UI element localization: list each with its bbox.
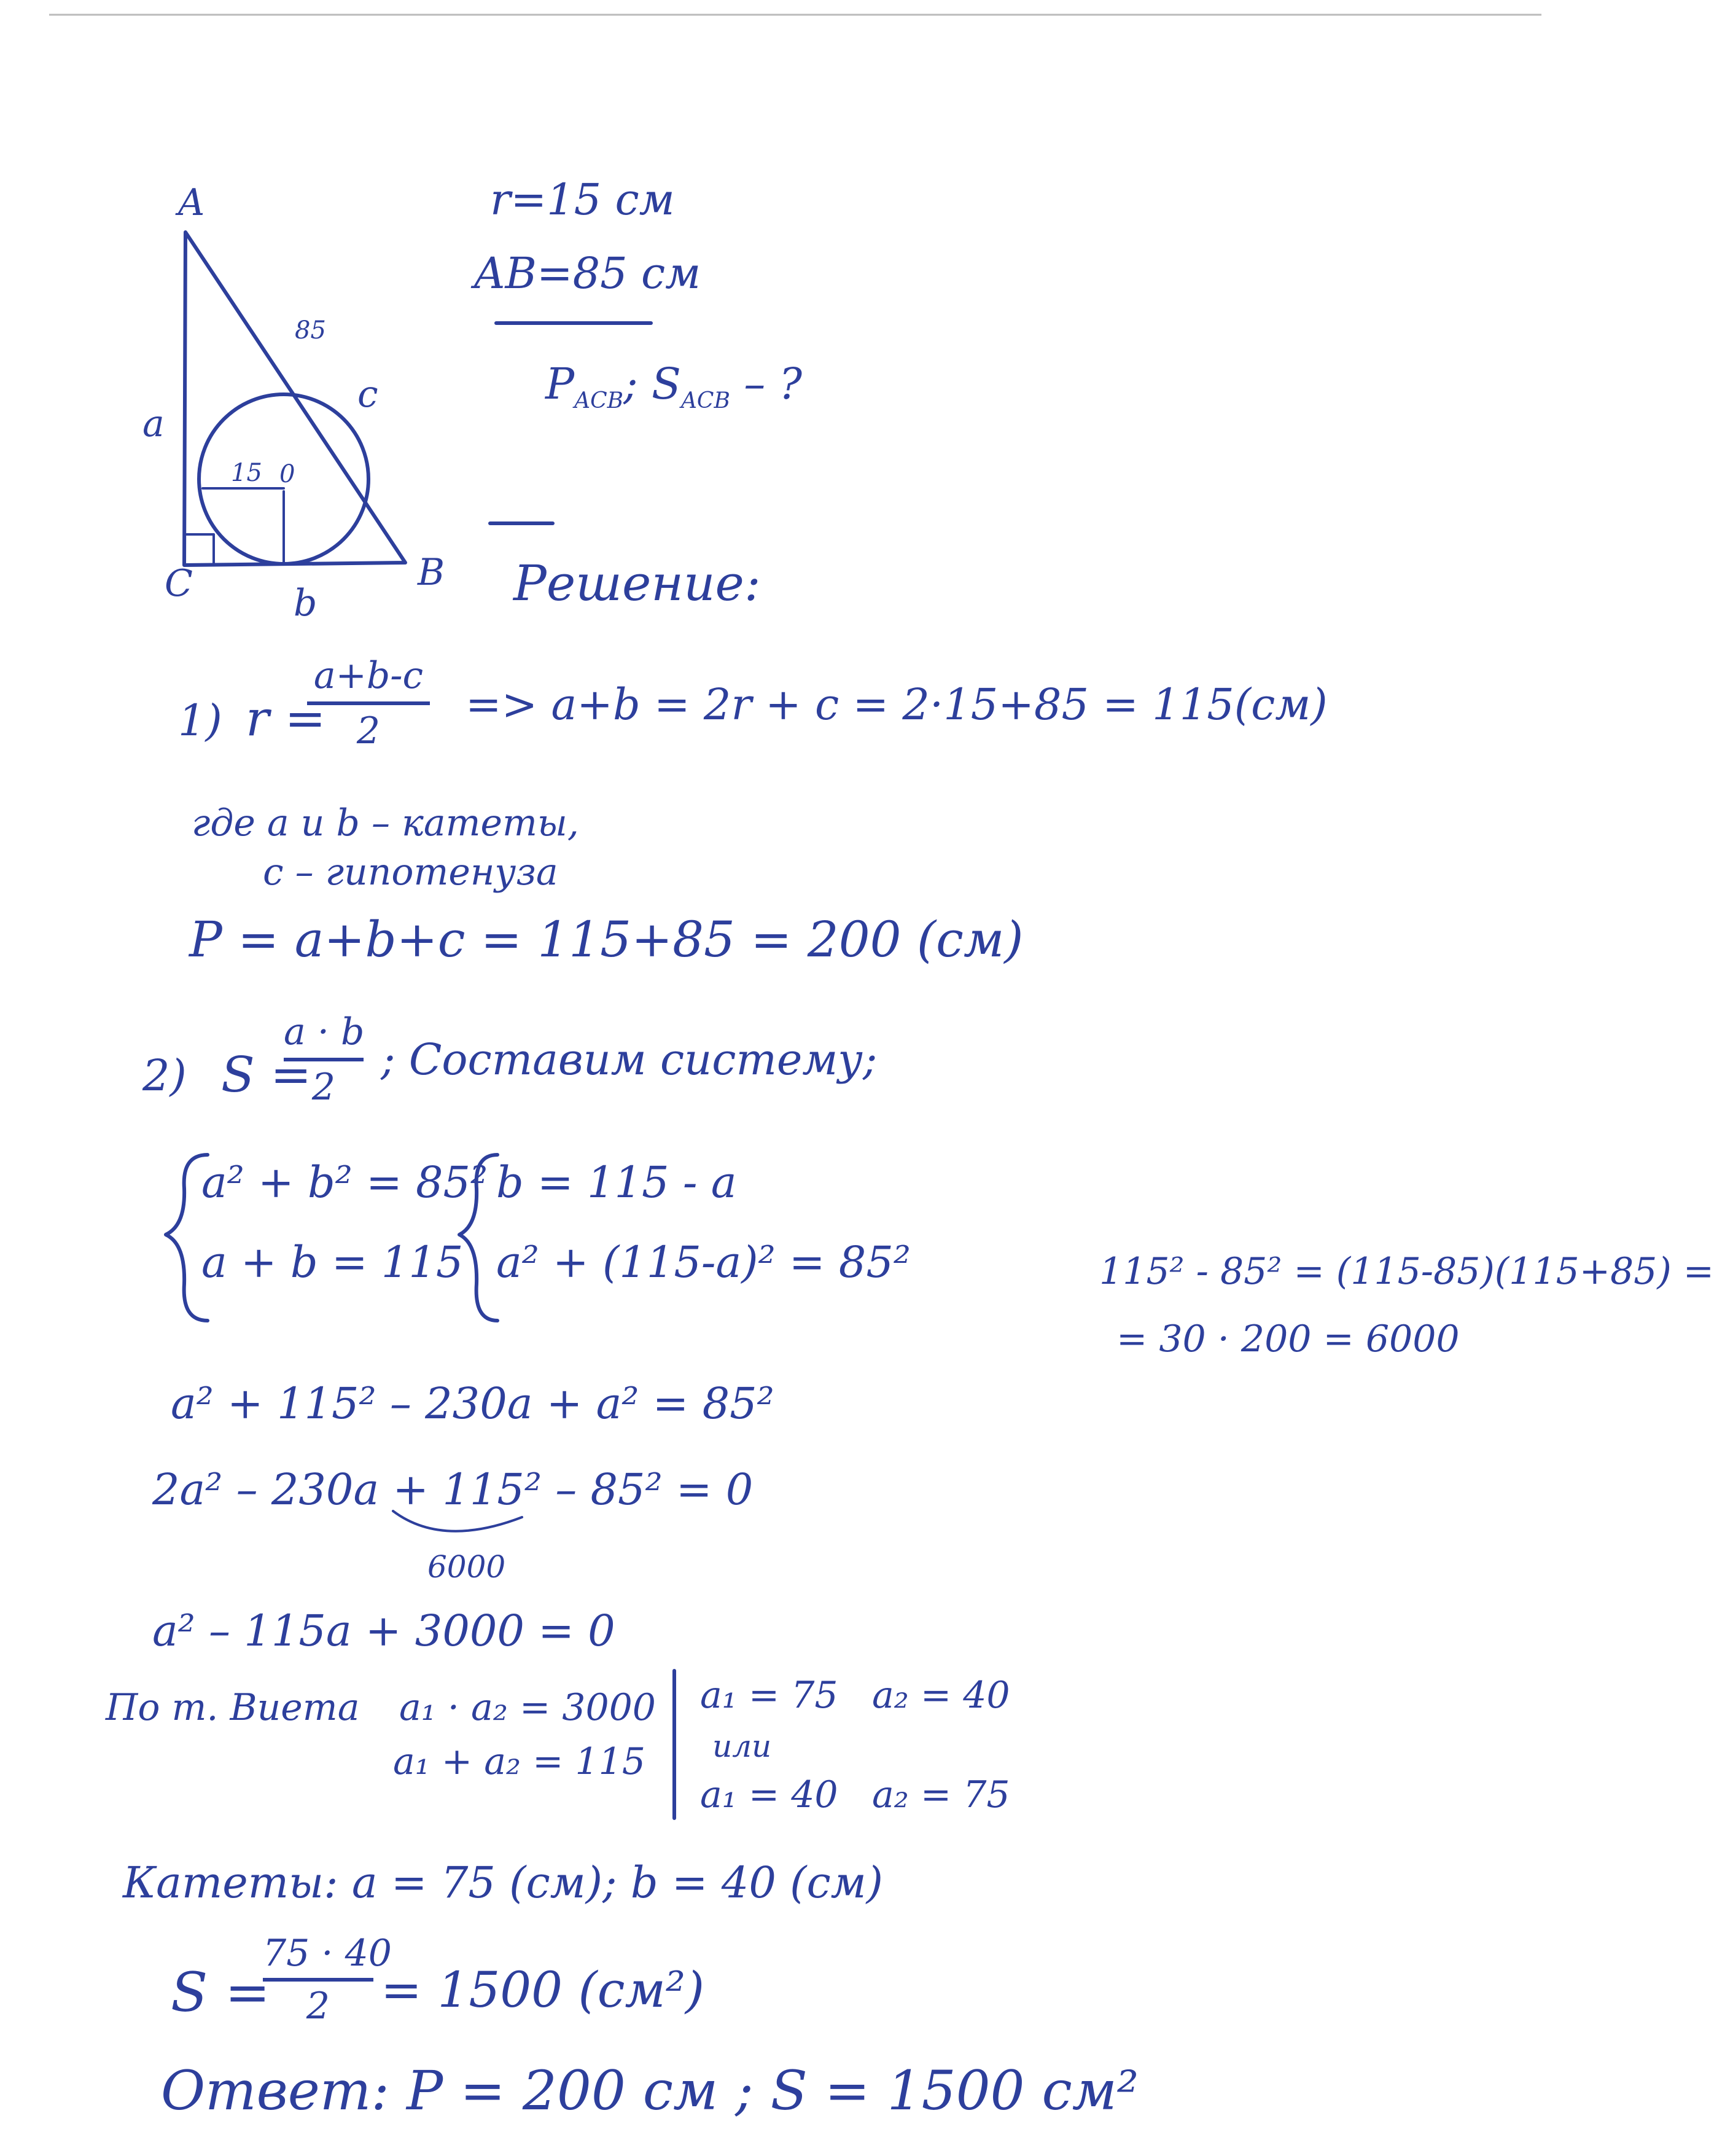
given-radius: r=15 см [490, 174, 675, 225]
side-a-label: a [142, 402, 165, 445]
find-s-sub: ACB [680, 388, 730, 413]
vieta-sum: a₁ + a₂ = 115 [393, 1740, 646, 1783]
vertex-a-label: A [178, 181, 205, 224]
side-calc-line2: = 30 · 200 = 6000 [1116, 1318, 1460, 1361]
legs-result: Катеты: a = 75 (см); b = 40 (см) [123, 1857, 883, 1908]
step1-denominator: 2 [356, 709, 381, 752]
step2-fraction-bar [284, 1058, 364, 1061]
find-perimeter [545, 359, 802, 413]
step1-number: 1) [178, 695, 222, 746]
final-answer: Ответ: P = 200 см ; S = 1500 см² [161, 2059, 1139, 2122]
hypotenuse-length-label: 85 [295, 316, 326, 345]
root-a1-second: a₁ = 40 [700, 1773, 838, 1816]
area-fraction-bar [263, 1978, 373, 1982]
step1-lhs: r = [246, 690, 326, 747]
system1-eq1: a² + b² = 85² [201, 1157, 488, 1208]
radius-length-label: 15 [231, 459, 262, 487]
vieta-product: a₁ · a₂ = 3000 [399, 1686, 656, 1729]
system2-eq1: b = 115 - a [496, 1157, 737, 1208]
solution-heading: Решение: [513, 555, 761, 612]
equation-expanded: a² + 115² – 230a + a² = 85² [171, 1378, 774, 1429]
step2-numerator: a · b [284, 1010, 365, 1053]
area-numerator: 75 · 40 [263, 1932, 392, 1975]
vertex-b-label: B [418, 551, 445, 594]
side-c-label: c [357, 373, 378, 416]
find-question: – ? [744, 359, 802, 409]
step2-number: 2) [142, 1050, 187, 1101]
find-separator: ; [623, 359, 638, 409]
legs-note: где а и b – катеты, [192, 802, 579, 845]
side-calc-line1: 115² - 85² = (115-85)(115+85) = [1099, 1250, 1714, 1293]
find-p-letter: P [545, 359, 575, 409]
step2-lhs: S = [221, 1046, 312, 1103]
area-denominator: 2 [306, 1985, 330, 2028]
find-p-sub: ACB [574, 388, 624, 413]
system2-eq2: a² + (115-a)² = 85² [496, 1237, 911, 1287]
side-b-label: b [294, 582, 317, 625]
step1-rhs: => a+b = 2r + c = 2·15+85 = 115(см) [466, 679, 1328, 730]
root-a2-second: a₂ = 75 [872, 1773, 1010, 1816]
step2-denominator: 2 [311, 1066, 336, 1109]
equation-collected: 2a² – 230a + 115² – 85² = 0 [152, 1464, 754, 1515]
root-a2-first: a₂ = 40 [872, 1674, 1010, 1717]
area-fraction [263, 1932, 392, 2028]
vieta-label: По т. Виета [106, 1686, 360, 1729]
hypotenuse-note: c – гипотенуза [263, 851, 558, 894]
step1-fraction [307, 654, 430, 752]
equation-reduced: a² – 115a + 3000 = 0 [152, 1606, 615, 1656]
area-rhs: = 1500 (см²) [381, 1961, 705, 2018]
find-s-letter: S [651, 359, 681, 409]
vertex-c-label: C [165, 562, 193, 605]
step2-rhs: ; Составим систему; [381, 1034, 878, 1085]
root-or: или [712, 1728, 772, 1764]
given-hypotenuse: AB=85 см [474, 248, 701, 299]
right-angle-mark [187, 534, 214, 564]
center-o-label: 0 [279, 460, 295, 488]
system1-eq2: a + b = 115 [201, 1237, 464, 1287]
step2-fraction [284, 1010, 365, 1109]
area-lhs: S = [171, 1961, 270, 2024]
step1-numerator: a+b-c [313, 654, 424, 697]
perimeter-line: P = a+b+c = 115+85 = 200 (см) [189, 911, 1024, 968]
root-a1-first: a₁ = 75 [700, 1674, 838, 1717]
step1-fraction-bar [307, 701, 430, 705]
underbrace-value: 6000 [427, 1549, 506, 1585]
